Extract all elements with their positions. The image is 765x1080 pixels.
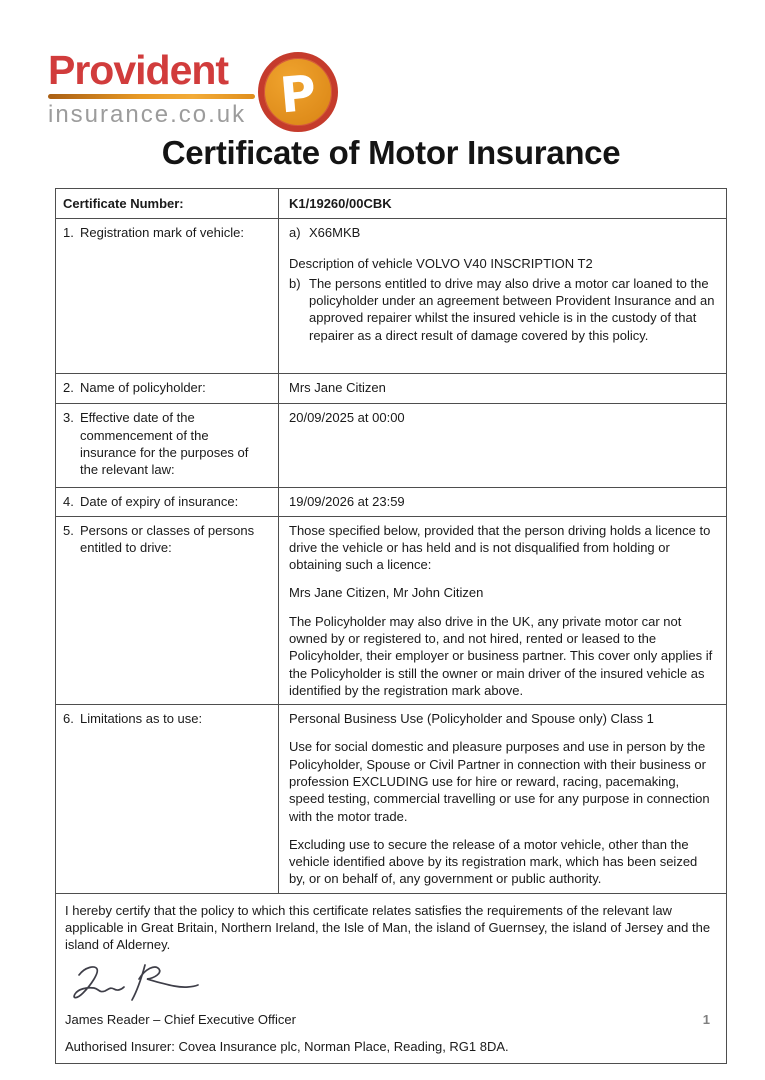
certificate-number-value: K1/19260/00CBK bbox=[289, 196, 392, 211]
table-row-certificate-number bbox=[56, 189, 726, 218]
row-number: 1. bbox=[63, 225, 74, 241]
expiry-date: 19/09/2026 at 23:59 bbox=[289, 494, 405, 510]
brand-domain-text: insurance.co.uk bbox=[48, 101, 247, 128]
row-label: Registration mark of vehicle: bbox=[80, 225, 245, 241]
table-row-limitations: 6. Limitations as to use: Personal Business Use (Policyholder and Spouse only) Class 1 Use for social domestic and pleasure purposes and use in person by the Policyholder, Spouse or Civil Partner in connection with their business or profession EXCLUDING use for hire or reward, racing, pacemaking, speed testing, commercial travelling or use for any purpose in connection with the motor trade. Excluding use to secure the release of a motor vehicle, other than the vehicle identified above by its registration mark, which has been seized by, or on behalf of, any government or public authority. bbox=[56, 704, 726, 893]
certification-statement: I hereby certify that the policy to which this certificate relates satisfies the requirements of the relevant law applicable in Great Britain, Northern Ireland, the Isle of Man, the island of Guernsey, the island of Jersey and the island of Alderney. bbox=[65, 902, 711, 953]
provident-p-icon bbox=[258, 52, 338, 132]
entitled-drivers: Mrs Jane Citizen, Mr John Citizen bbox=[289, 585, 484, 601]
table-row-registration-mark bbox=[56, 218, 726, 373]
row-number: 6. bbox=[63, 711, 74, 727]
use-class: Personal Business Use (Policyholder and Spouse only) Class 1 bbox=[289, 711, 654, 727]
signatory-name: James Reader – Chief Executive Officer bbox=[65, 1012, 296, 1028]
row-number: 3. bbox=[63, 410, 74, 426]
brand-logo-text: Provident bbox=[48, 47, 229, 93]
page-number: 1 bbox=[702, 1012, 710, 1028]
brand-monogram: P bbox=[277, 64, 319, 124]
policyholder-name: Mrs Jane Citizen bbox=[289, 380, 386, 396]
certificate-number-label: Certificate Number: bbox=[56, 189, 279, 218]
row-label: Name of policyholder: bbox=[80, 380, 206, 396]
row-label: Limitations as to use: bbox=[80, 711, 203, 727]
table-row-policyholder bbox=[56, 373, 726, 403]
table-row-persons-entitled: 5. Persons or classes of persons entitled to drive: Those specified below, provided that the person driving holds a licence to drive the vehicle or has held and is not disqualified from holding or obtaining such a licence: Mrs Jane Citizen, Mr John Citizen The Policyholder may also drive in the UK, any private motor car not owned by or registered to, and not hired, rented or leased to the Policyholder, their employer or business partner. This cover only applies if the Policyholder is still the owner or main driver of the insured vehicle as identified by the registration mark above. bbox=[56, 516, 726, 705]
table-row-effective-date bbox=[56, 403, 726, 487]
registration-item-b: b) The persons entitled to drive may also drive a motor car loaned to the policyholder under an agreement between Provident Insurance and an approved repairer whilst the insured vehicle is in the custody of that repairer as a direct result of damage covered by this policy. bbox=[289, 275, 715, 343]
vehicle-registration: X66MKB bbox=[309, 225, 361, 241]
certificate-table bbox=[55, 188, 727, 1064]
row-label: Date of expiry of insurance: bbox=[80, 494, 239, 510]
table-row-expiry-date bbox=[56, 487, 726, 515]
row-number: 5. bbox=[63, 522, 74, 538]
vehicle-description: Description of vehicle VOLVO V40 INSCRIPTION T2 bbox=[289, 255, 593, 271]
row-number: 2. bbox=[63, 380, 74, 396]
page-title: Certificate of Motor Insurance bbox=[161, 134, 621, 171]
row-label: Persons or classes of persons entitled to drive: bbox=[80, 522, 255, 555]
registration-item-a: a) X66MKB bbox=[289, 225, 361, 241]
row-label: Effective date of the commencement of the insurance for the purposes of the relevant law: bbox=[80, 410, 249, 478]
row-number: 4. bbox=[63, 494, 74, 510]
signature-image bbox=[69, 959, 714, 1009]
effective-date: 20/09/2025 at 00:00 bbox=[289, 410, 405, 426]
brand-underline-swoosh bbox=[48, 94, 255, 99]
brand-header bbox=[48, 47, 348, 128]
authorised-insurer: Authorised Insurer: Covea Insurance plc, Norman Place, Reading, RG1 8DA. bbox=[65, 1038, 509, 1054]
certification-footer bbox=[56, 893, 726, 1063]
